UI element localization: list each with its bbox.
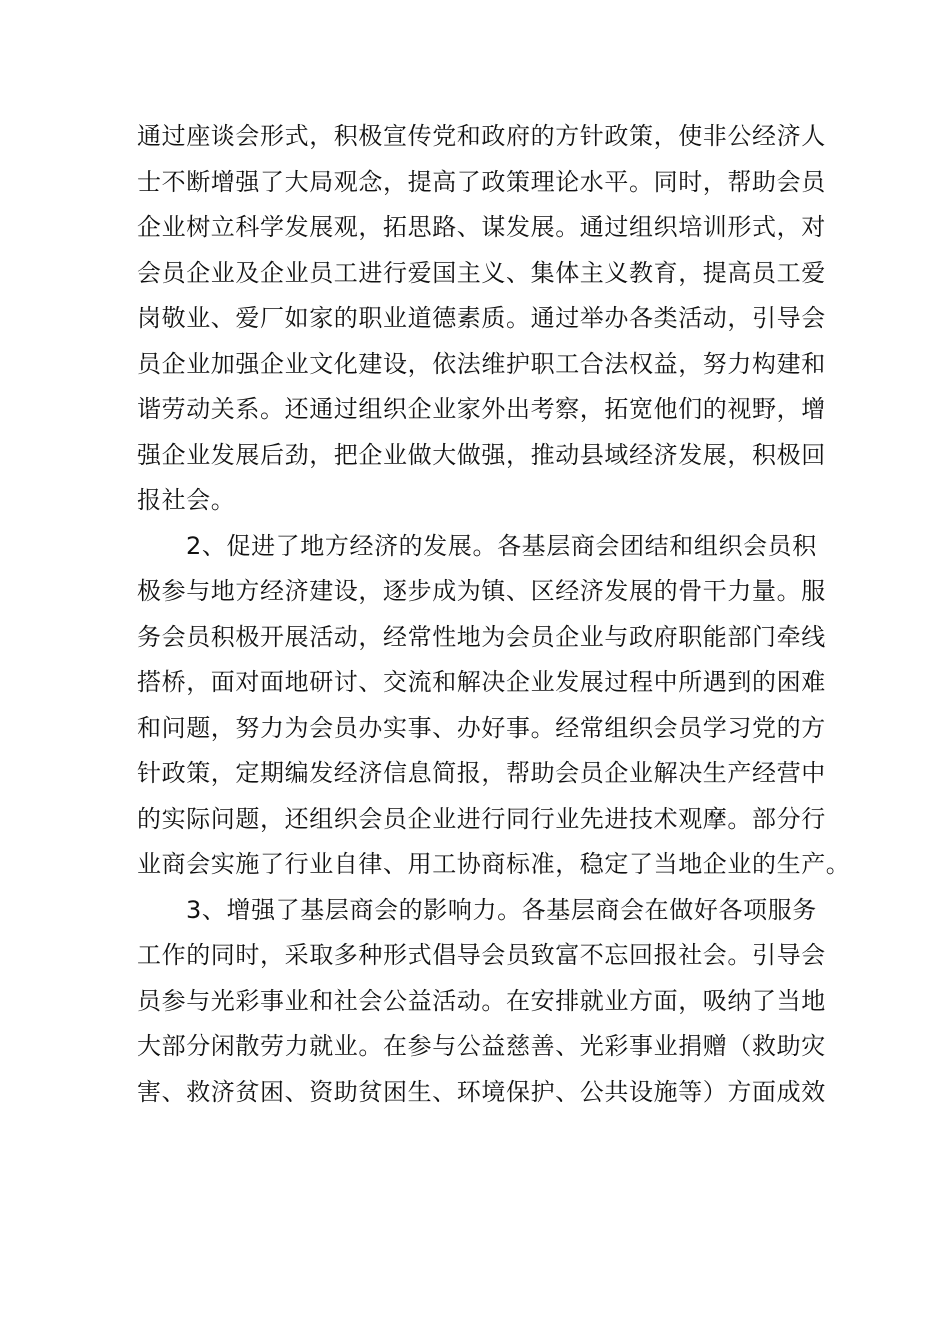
text-line: 害、救济贫困、资助贫困生、环境保护、公共设施等）方面成效 [137,1077,826,1106]
text-line: 搭桥，面对面地研讨、交流和解决企业发展过程中所遇到的困难 [137,668,826,696]
text-line: 强企业发展后劲，把企业做大做强，推动县域经济发展，积极回 [137,440,826,469]
paragraph-heading-3: 3、增强了基层商会的影响力。各基层商会在做好各项服务 [186,895,817,924]
text-line: 员参与光彩事业和社会公益活动。在安排就业方面，吸纳了当地 [137,986,826,1015]
paragraph-heading-2: 2、促进了地方经济的发展。各基层商会团结和组织会员积 [186,531,817,560]
text-line: 员企业加强企业文化建设，依法维护职工合法权益，努力构建和 [137,349,826,378]
text-line: 会员企业及企业员工进行爱国主义、集体主义教育，提高员工爱 [137,258,826,287]
text-line: 士不断增强了大局观念，提高了政策理论水平。同时，帮助会员 [137,167,826,196]
text-line: 大部分闲散劳力就业。在参与公益慈善、光彩事业捐赠（救助灾 [137,1032,826,1060]
text-line: 和问题，努力为会员办实事、办好事。经常组织会员学习党的方 [137,713,826,742]
text-line: 通过座谈会形式，积极宣传党和政府的方针政策，使非公经济人 [137,122,826,150]
text-line: 岗敬业、爱厂如家的职业道德素质。通过举办各类活动，引导会 [137,304,826,332]
text-line: 极参与地方经济建设，逐步成为镇、区经济发展的骨干力量。服 [137,577,826,605]
text-line: 谐劳动关系。还通过组织企业家外出考察，拓宽他们的视野，增 [137,395,826,423]
text-line: 企业树立科学发展观，拓思路、谋发展。通过组织培训形式，对 [137,213,826,241]
text-line: 的实际问题，还组织会员企业进行同行业先进技术观摩。部分行 [137,804,826,833]
text-line: 业商会实施了行业自律、用工协商标准，稳定了当地企业的生产。 [137,850,851,878]
body-text [137,114,851,1115]
text-line: 务会员积极开展活动，经常性地为会员企业与政府职能部门牵线 [137,622,826,651]
text-line: 工作的同时，采取多种形式倡导会员致富不忘回报社会。引导会 [137,941,826,969]
text-line: 针政策，定期编发经济信息简报，帮助会员企业解决生产经营中 [137,759,826,787]
text-line: 报社会。 [137,486,236,514]
